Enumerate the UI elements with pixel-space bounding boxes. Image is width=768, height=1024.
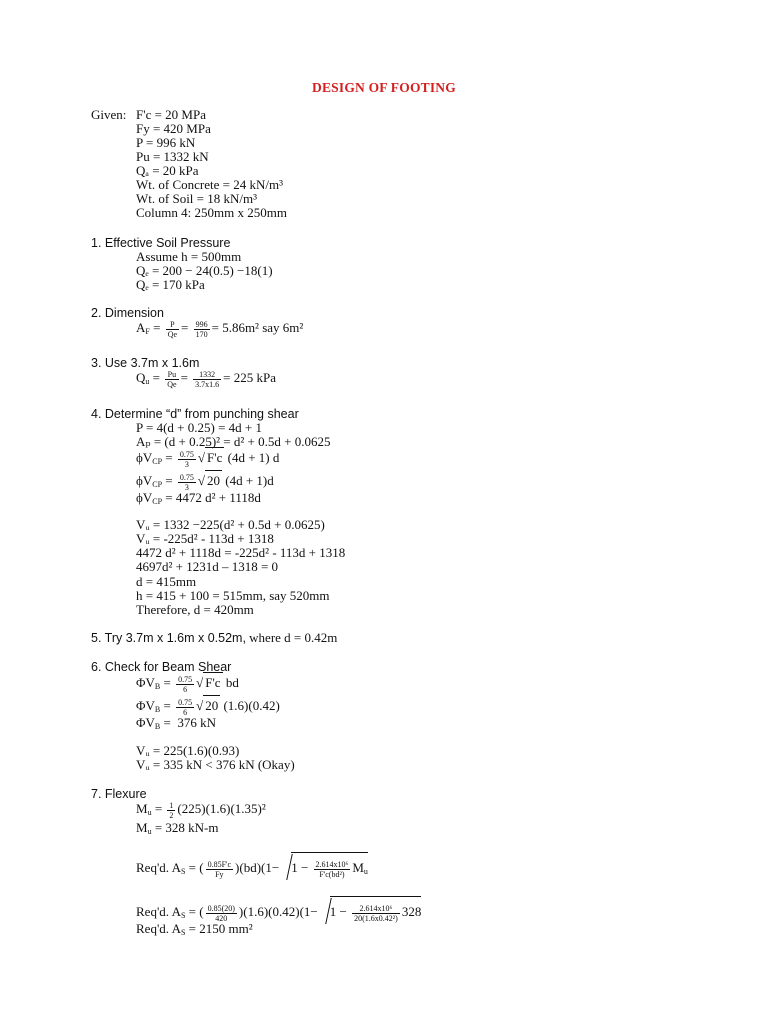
given-wt-soil: Wt. of Soil = 18 kN/m³	[136, 191, 258, 206]
section-1-heading: 1. Effective Soil Pressure	[91, 236, 231, 250]
s3-equation: $Q_u$ = $\frac{Pu}{Qe}$ = $\frac{1332}{3.7x1.6}$ = 225 kPa	[136, 369, 276, 389]
s6-line-4: Vᵤ = 225(1.6)(0.93)	[136, 743, 240, 758]
given-p: P = 996 kN	[136, 135, 196, 150]
section-2-heading: 2. Dimension	[91, 306, 164, 320]
section-4-heading: 4. Determine “d” from punching shear	[91, 407, 299, 421]
s4-line-1: P = 4(d + 0.25) = 4d + 1	[136, 420, 262, 435]
s6-fraction-1: $\frac{0.75}{6}$	[178, 674, 193, 694]
s6-fraction-2: $\frac{0.75}{6}$	[178, 697, 193, 717]
s1-line-2: Qₑ = 200 − 24(0.5) −18(1)	[136, 263, 273, 278]
s4-line-6: Vᵤ = 1332 −225(d² + 0.5d + 0.0625)	[136, 517, 325, 532]
page-title: DESIGN OF FOOTING	[312, 80, 456, 95]
s7-fraction-a: $\frac{0.85F'c}{Fy}$	[207, 859, 232, 879]
given-label: Given:	[91, 107, 127, 122]
s2-equation: $A_F$ = $\frac{P}{Qe}$ = $\frac{996}{170}$ = 5.86m² say 6m²	[136, 319, 304, 339]
s4-line-12: Therefore, d = 420mm	[136, 602, 254, 617]
s4-line-11: h = 415 + 100 = 515mm, say 520mm	[136, 588, 330, 603]
s7-fraction-half: $\frac{1}{2}$	[169, 800, 174, 820]
section-5-heading: 5. Try 3.7m x 1.6m x 0.52m, where d = 0.42m	[91, 630, 338, 645]
s7-line-last: Req'd. $A_S = 2150$ mm²	[136, 921, 253, 937]
given-fy: Fy = 420 MPa	[136, 121, 211, 136]
s7-formula-general: Req'd. $A_S$ = ( $\frac{0.85F'c}{Fy}$ )(bd)(1− 1 − $\frac{\text{2.614x10⁶}}{\text{F'c(bd²)}}$ $M_u$	[136, 852, 368, 885]
given-wt-concrete: Wt. of Concrete = 24 kN/m³	[136, 177, 283, 192]
s7-fraction-b: $\frac{0.85(20)}{420}$	[207, 903, 235, 923]
s4-line-9: 4697d² + 1231d – 1318 = 0	[136, 559, 279, 574]
s6-line-3: $\Phi V_B = 376$ kN	[136, 715, 216, 731]
section-7-heading: 7. Flexure	[91, 787, 147, 801]
s4-line-4: $\phi V_{CP}$ = $\frac{0.75}{3}$ √ 20 (4d + 1)d	[136, 470, 274, 495]
s6-line-2: $\Phi V_B$ = $\frac{0.75}{6}$ √ 20 (1.6)(0.42)	[136, 695, 280, 720]
given-qa: Qₐ = 20 kPa	[136, 163, 199, 178]
s4-fraction-2: $\frac{0.75}{3}$	[179, 472, 194, 492]
s2-fraction-2: $\frac{996}{170}$	[195, 319, 208, 339]
s7-line-2: $M_u = 328$ kN-m	[136, 820, 219, 836]
section-3-heading: 3. Use 3.7m x 1.6m	[91, 356, 200, 370]
given-pu: Pu = 1332 kN	[136, 149, 209, 164]
s3-fraction-2: $\frac{1332}{3.7x1.6}$	[195, 369, 220, 389]
s7-formula-values: Req'd. $A_S$ = ( $\frac{0.85(20)}{420}$ )(1.6)(0.42)(1− 1 − $\frac{\text{2.614x10⁶}}{\text{20(1.6x0.42²)}}$ 328	[136, 896, 421, 929]
s4-fraction-1: $\frac{0.75}{3}$	[179, 449, 194, 469]
s2-fraction-1: $\frac{P}{Qe}$	[167, 319, 178, 339]
s4-line-3: $\phi V_{CP}$ = $\frac{0.75}{3}$ √ F'c (4d + 1) d	[136, 447, 279, 472]
s1-line-3: Qₑ = 170 kPa	[136, 277, 205, 292]
s4-line-2: Aₚ = (d + 0.25)² = d² + 0.5d + 0.0625	[136, 434, 331, 449]
s3-fraction-1: $\frac{Pu}{Qe}$	[167, 369, 177, 389]
s4-line-10: d = 415mm	[136, 574, 197, 589]
s7-line-1: $M_u$ = $\frac{1}{2}$ (225)(1.6)(1.35)²	[136, 800, 266, 820]
s6-line-1: $\Phi V_B$ = $\frac{0.75}{6}$ √ F'c bd	[136, 672, 239, 697]
given-column: Column 4: 250mm x 250mm	[136, 205, 287, 220]
s1-line-1: Assume h = 500mm	[136, 249, 242, 264]
s4-line-5: $\phi V_{CP} = 4472$ d² + 1118d	[136, 490, 261, 506]
section-6-heading: 6. Check for Beam Shear	[91, 660, 232, 674]
s4-line-7: Vᵤ = -225d² - 113d + 1318	[136, 531, 274, 546]
s4-line-8: 4472 d² + 1118d = -225d² - 113d + 1318	[136, 545, 346, 560]
given-fc: F'c = 20 MPa	[136, 107, 206, 122]
s7-sqrt-values: 1 − $\frac{\text{2.614x10⁶}}{\text{20(1.6x0.42²)}}$ 328	[318, 896, 422, 925]
s7-sqrt-general: 1 − $\frac{\text{2.614x10⁶}}{\text{F'c(bd²)}}$ $M_u$	[279, 852, 368, 885]
s7-fraction-br: $\frac{\text{2.614x10⁶}}{\text{20(1.6x0.42²)}}$	[354, 903, 398, 923]
s6-line-5: Vᵤ = 335 kN < 376 kN (Okay)	[136, 757, 295, 772]
s7-fraction-r: $\frac{\text{2.614x10⁶}}{\text{F'c(bd²)}}$	[315, 859, 349, 879]
